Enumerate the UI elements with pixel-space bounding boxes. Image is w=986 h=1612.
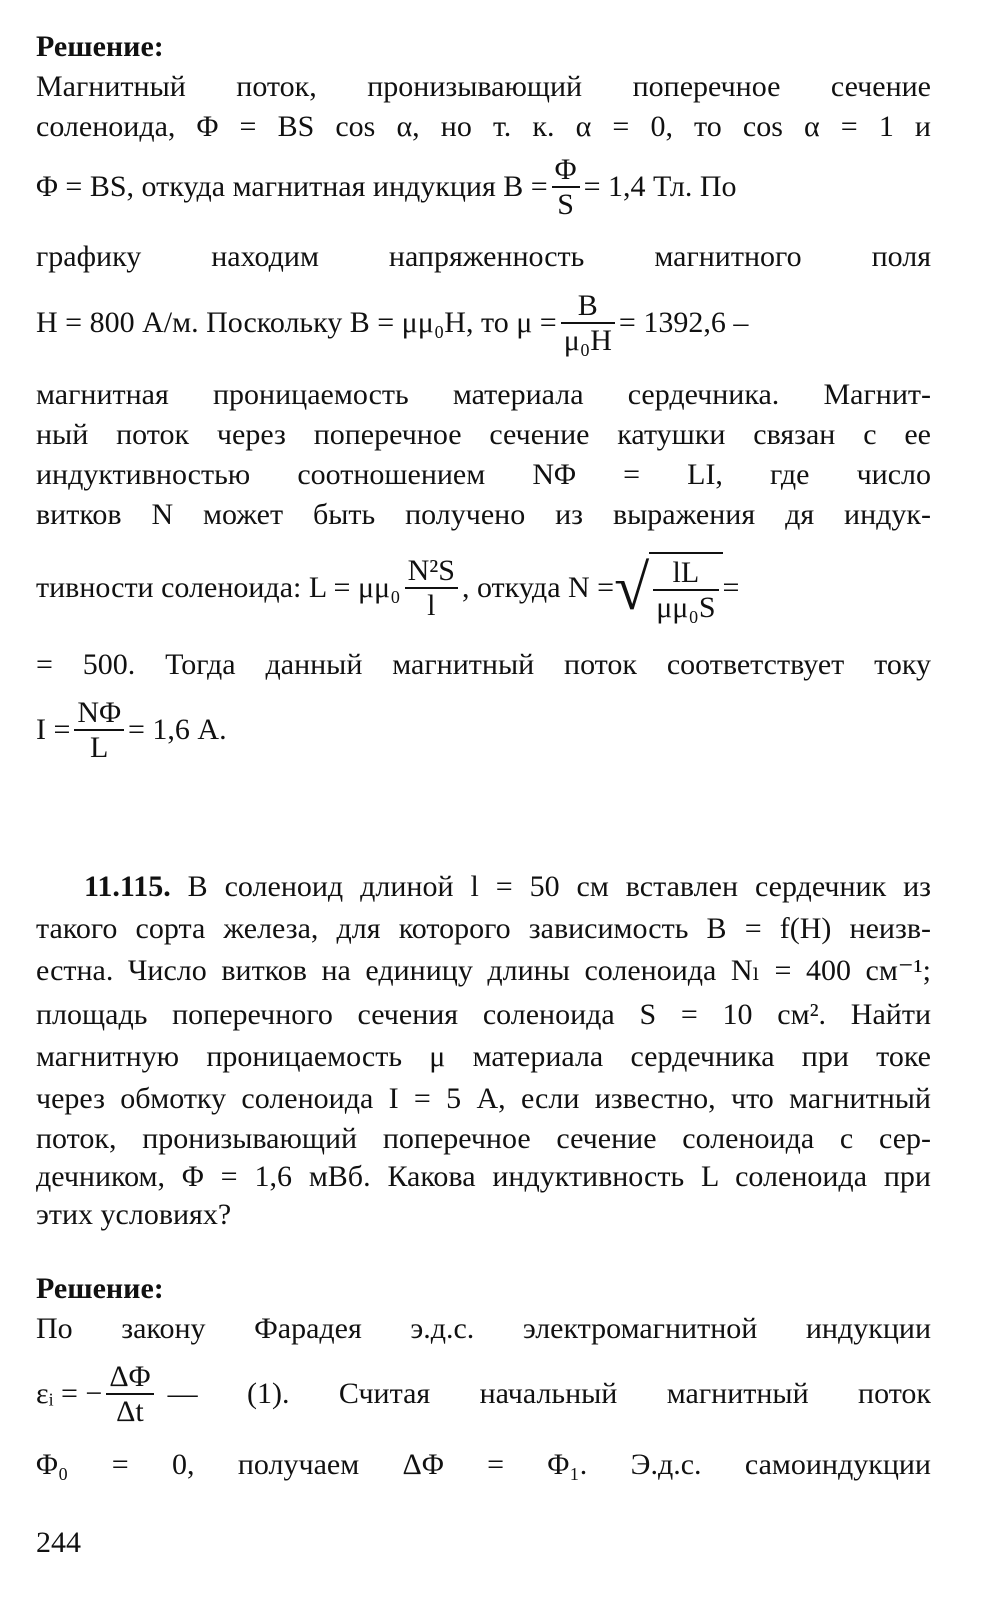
problem-line <box>84 868 931 906</box>
text-line: магнитная проницаемость материала сердечника. Магнит- <box>36 378 931 411</box>
fraction <box>552 153 580 221</box>
text-line: Φ₀ = 0, получаем ΔΦ = Φ₁. Э.д.с. самоиндукции <box>36 1448 931 1481</box>
text-fragment: — (1). Считая начальный магнитный поток <box>167 1377 931 1410</box>
radical-sign: √ <box>614 552 650 623</box>
fraction-numerator: lL <box>653 556 718 591</box>
fraction-numerator: ΔΦ <box>106 1360 153 1395</box>
fraction-denominator: L <box>90 731 109 764</box>
fraction-denominator: μ₀H <box>563 324 612 357</box>
fraction-denominator: Δt <box>116 1395 144 1428</box>
text-line: площадь поперечного сечения соленоида S = 10 см². Найти <box>36 998 931 1031</box>
text-fragment: = 1392,6 – <box>618 306 749 339</box>
text-line: магнитную проницаемость μ материала сердечника при токе <box>36 1040 931 1073</box>
text-fragment: H = 800 А/м. Поскольку B = μμ₀H, то μ = <box>36 306 557 339</box>
text-fragment: = <box>722 571 740 604</box>
text-line: Магнитный поток, пронизывающий поперечное сечение <box>36 70 931 103</box>
text-line: = 500. Тогда данный магнитный поток соответствует току <box>36 648 931 681</box>
text-fragment: тивности соленоида: L = μμ₀ <box>36 571 401 604</box>
text-fragment: Φ = BS, откуда магнитная индукция B = <box>36 170 548 203</box>
text-fragment: = 1,4 Тл. По <box>583 170 737 203</box>
formula-line <box>36 152 931 222</box>
text-line: витков N может быть получено из выражения дя индук- <box>36 498 931 531</box>
formula-line <box>36 540 931 636</box>
fraction-denominator: S <box>557 188 574 221</box>
fraction-numerator: Φ <box>552 153 580 188</box>
text-fragment: = 1,6 А. <box>128 713 227 746</box>
text-line: этих условиях? <box>36 1198 232 1231</box>
fraction-denominator: μμ₀S <box>656 591 716 624</box>
text-fragment: , откуда N = <box>461 571 615 604</box>
solution-heading: Решение: <box>36 1272 164 1305</box>
fraction-numerator: N²S <box>405 554 458 589</box>
formula-line <box>36 690 931 770</box>
fraction <box>405 554 458 622</box>
formula-line <box>36 1352 931 1436</box>
text-line: графику находим напряженность магнитного поля <box>36 240 931 273</box>
fraction <box>74 696 124 764</box>
text-line: естна. Число витков на единицу длины соленоида Nₗ = 400 см⁻¹; <box>36 954 931 987</box>
fraction <box>106 1360 153 1428</box>
page-number: 244 <box>36 1526 81 1559</box>
solution-heading: Решение: <box>36 30 164 63</box>
text-line: ный поток через поперечное сечение катушки связан с ее <box>36 418 931 451</box>
fraction-numerator: NΦ <box>74 696 124 731</box>
text-line: соленоида, Φ = BS cos α, но т. к. α = 0, то cos α = 1 и <box>36 110 931 143</box>
text-fragment: I = <box>36 713 71 746</box>
text-line: индуктивностью соотношением NΦ = LI, где число <box>36 458 931 491</box>
text-line: дечником, Φ = 1,6 мВб. Какова индуктивность L соленоида при <box>36 1160 931 1193</box>
text-line: через обмотку соленоида I = 5 А, если известно, что магнитный <box>36 1082 931 1115</box>
text-line: такого сорта железа, для которого зависимость B = f(H) неизв- <box>36 912 931 945</box>
text-fragment: В соленоид длиной l = 50 см вставлен сердечник из <box>187 870 932 903</box>
fraction <box>653 556 718 624</box>
fraction-denominator: l <box>427 589 436 622</box>
fraction-numerator: B <box>561 289 615 324</box>
fraction <box>561 289 615 357</box>
text-line: поток, пронизывающий поперечное сечение соленоида с сер- <box>36 1122 931 1155</box>
problem-number: 11.115. <box>84 870 171 903</box>
text-fragment: εᵢ = − <box>36 1377 103 1410</box>
text-line: По закону Фарадея э.д.с. электромагнитной индукции <box>36 1312 931 1345</box>
square-root <box>614 552 722 624</box>
formula-line <box>36 278 931 368</box>
